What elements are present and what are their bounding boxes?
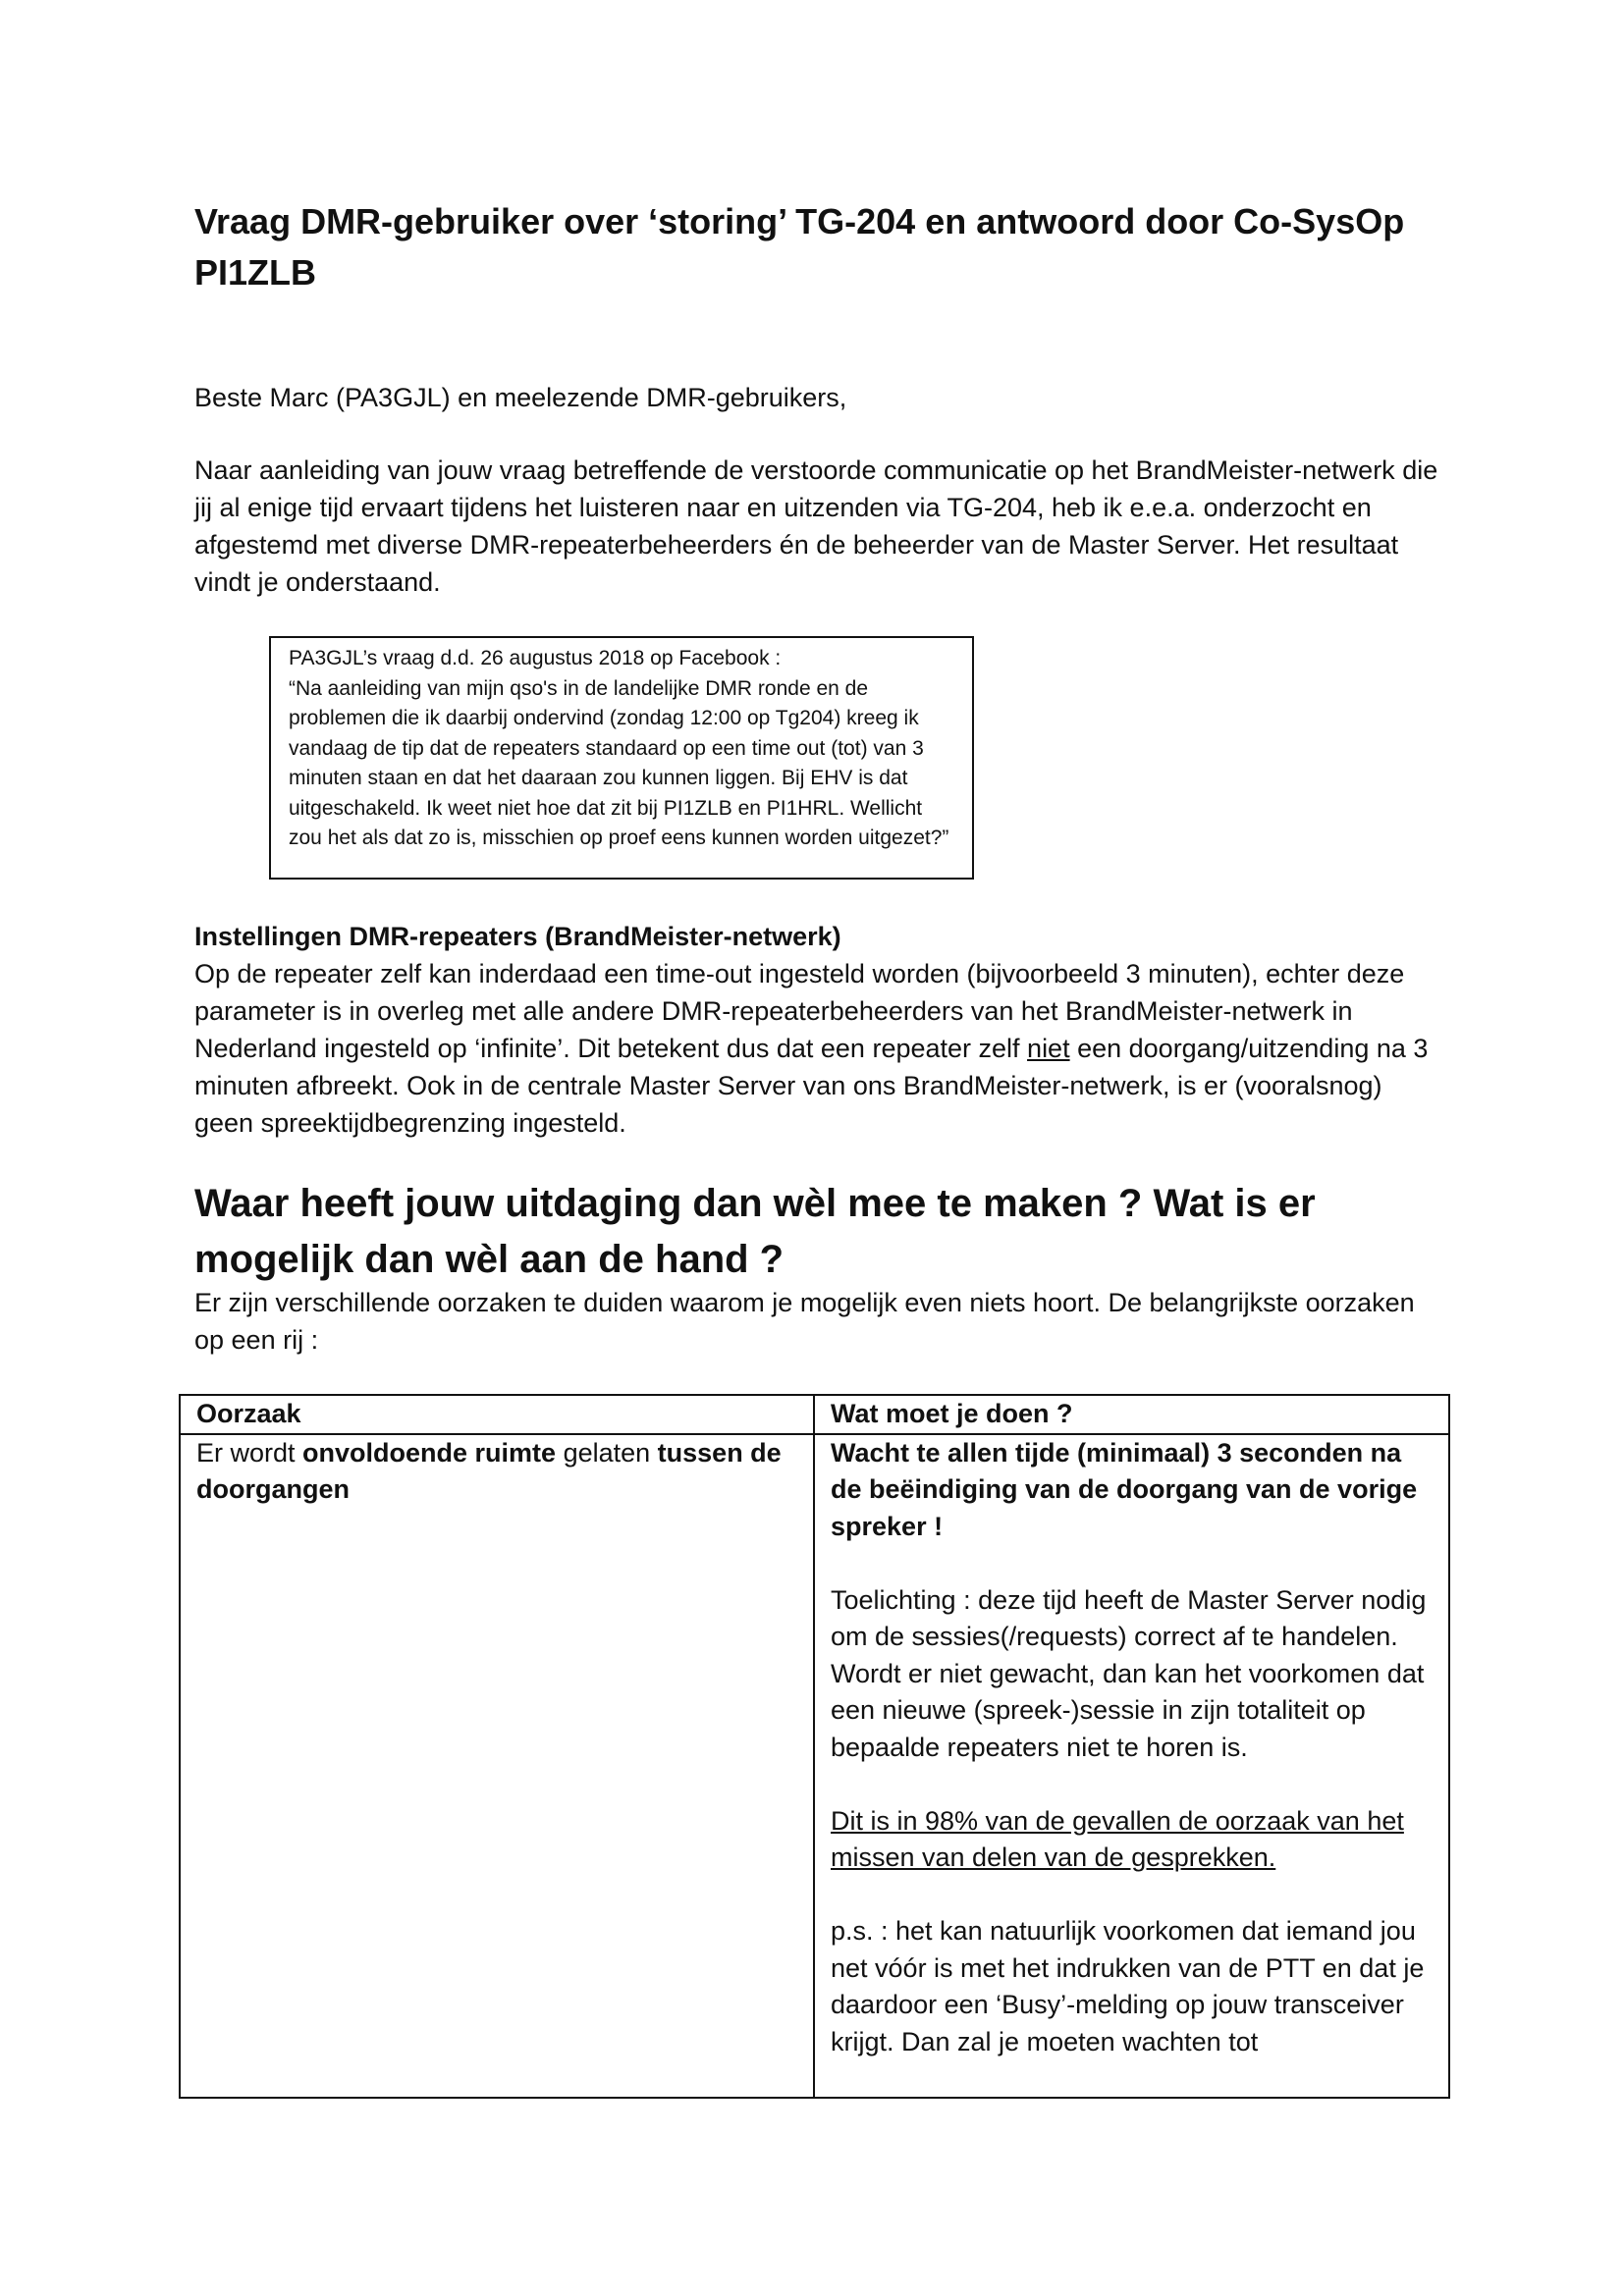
- settings-text-before: Op de repeater zelf kan inderdaad een time-out ingesteld worden (bijvoorbeeld 3 minuten), echter deze parameter is in overleg met alle andere DMR-repeaterbeheerders van het BrandMeister-netwerk in Nederland ingesteld op ‘infinite’. Dit betekent dus dat een repeater zelf: [194, 959, 1405, 1063]
- column-header-action: Wat moet je doen ?: [814, 1395, 1449, 1434]
- cause-text-2: onvoldoende ruimte: [302, 1437, 557, 1468]
- action-cell: [814, 1434, 1449, 2099]
- settings-text-after: een doorgang/uitzending na 3 minuten afbreekt. Ook in de centrale Master Server van ons BrandMeister-netwerk, is er (vooralsnog) geen spreektijdbegrenzing ingesteld.: [194, 1034, 1429, 1138]
- intro-paragraph: Naar aanleiding van jouw vraag betreffende de verstoorde communicatie op het BrandMeister-netwerk die jij al enige tijd ervaart tijdens het luisteren naar en uitzenden via TG-204, heb ik e.e.a. onderzocht en afgestemd met diverse DMR-repeaterbeheerders én de beheerder van de Master Server. Het resultaat vindt je onderstaand.: [194, 455, 1438, 597]
- explanation-paragraph: Toelichting : deze tijd heeft de Master Server nodig om de sessies(/requests) correct af te handelen. Wordt er niet gewacht, dan kan het voorkomen dat een nieuwe (spreek-)sessie in zijn totaliteit op bepaalde repeaters niet te horen is.: [831, 1584, 1427, 1762]
- ps-paragraph: p.s. : het kan natuurlijk voorkomen dat iemand jou net vóór is met het indrukken van de PTT en dat je daardoor een ‘Busy’-melding op jouw transceiver krijgt. Dan zal je moeten wachten tot: [831, 1916, 1425, 2056]
- settings-text-underlined: niet: [1027, 1034, 1070, 1063]
- cause-text-1: Er wordt: [196, 1437, 303, 1468]
- table-header-row: [180, 1395, 1449, 1434]
- facebook-quote-box: [269, 636, 974, 880]
- salutation: Beste Marc (PA3GJL) en meelezende DMR-gebruikers,: [194, 383, 847, 412]
- cause-cell: [180, 1434, 814, 2099]
- settings-paragraph: [194, 955, 1441, 1142]
- underlined-note-text: Dit is in 98% van de gevallen de oorzaak van het missen van delen van de gesprekken.: [831, 1805, 1404, 1872]
- page-title: Vraag DMR-gebruiker over ‘storing’ TG-204 en antwoord door Co-SysOp PI1ZLB: [194, 201, 1405, 293]
- settings-heading: Instellingen DMR-repeaters (BrandMeister-netwerk): [194, 922, 841, 951]
- table-row: [180, 1434, 1449, 2099]
- causes-intro: Er zijn verschillende oorzaken te duiden waarom je mogelijk even niets hoort. De belangrijkste oorzaken op een rij :: [194, 1288, 1415, 1355]
- action-bold-text: Wacht te allen tijde (minimaal) 3 seconden na de beëindiging van de doorgang van de vorige spreker !: [831, 1437, 1418, 1541]
- cause-text-3: gelaten: [556, 1437, 658, 1468]
- action-bold-paragraph: [831, 1435, 1433, 1546]
- underlined-note-paragraph: [831, 1803, 1433, 1877]
- quote-body: “Na aanleiding van mijn qso's in de landelijke DMR ronde en de problemen die ik daarbij ondervind (zondag 12:00 op Tg204) kreeg ik vandaag de tip dat de repeaters standaard op een time out (tot) van 3 minuten staan en dat het daaraan zou kunnen liggen. Bij EHV is dat uitgeschakeld. Ik weet niet hoe dat zit bij PI1ZLB en PI1HRL. Wellicht zou het als dat zo is, misschien op proef eens kunnen worden uitgezet?”: [289, 676, 949, 849]
- quote-header: PA3GJL’s vraag d.d. 26 augustus 2018 op Facebook :: [289, 647, 782, 669]
- column-header-cause: Oorzaak: [180, 1395, 814, 1434]
- question-heading: Waar heeft jouw uitdaging dan wèl mee te maken ? Wat is er mogelijk dan wèl aan de hand ?: [194, 1182, 1316, 1281]
- causes-table: [179, 1394, 1450, 2099]
- cause-text-4: tussen de doorgangen: [196, 1437, 782, 1504]
